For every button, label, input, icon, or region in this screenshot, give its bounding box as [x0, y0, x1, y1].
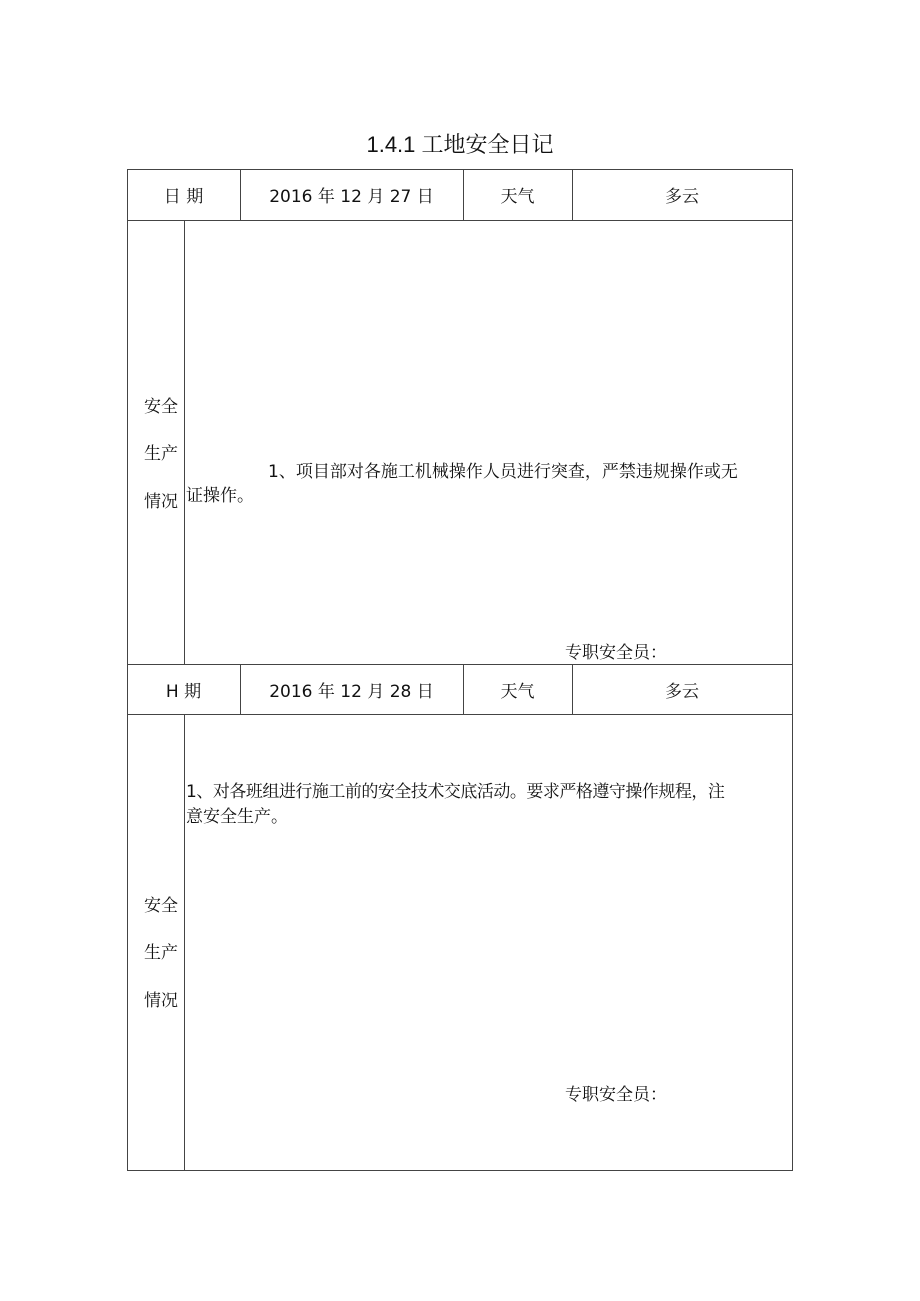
date-label: 日 期 — [163, 187, 204, 207]
safety-content: 证操作。 — [186, 486, 254, 506]
table-border — [792, 169, 793, 1171]
weather-label: 天气 — [500, 187, 535, 207]
safety-content: 意安全生产。 — [186, 807, 288, 827]
document-title: 1.4.1 工地安全日记 — [366, 132, 554, 157]
section-label: 情况 — [144, 991, 178, 1011]
section-label: 生产 — [144, 943, 178, 963]
weather-value: 多云 — [665, 681, 699, 702]
section-label: 情况 — [144, 492, 178, 512]
safety-content: 1、项目部对各施工机械操作人员进行突查，严禁违规操作或无 — [268, 462, 738, 482]
table-border — [184, 220, 185, 664]
date-value: 2016 年 12 月 27 日 — [269, 187, 434, 207]
section-label: 安全 — [144, 397, 178, 417]
table-border — [127, 714, 793, 715]
section-label: 安全 — [144, 896, 178, 916]
weather-label: 天气 — [500, 681, 535, 702]
safety-officer-signature: 专职安全员： — [565, 643, 667, 663]
section-label: 生产 — [144, 444, 178, 464]
safety-officer-signature: 专职安全员： — [565, 1085, 667, 1105]
date-label: H 期 — [165, 681, 202, 702]
date-value: 2016 年 12 月 28 日 — [269, 681, 434, 702]
safety-content: 1、对各班组进行施工前的安全技术交底活动。要求严格遵守操作规程，注 — [186, 782, 725, 802]
table-border — [127, 220, 793, 221]
weather-value: 多云 — [665, 187, 699, 207]
table-border — [184, 714, 185, 1170]
table-border — [127, 1170, 793, 1171]
